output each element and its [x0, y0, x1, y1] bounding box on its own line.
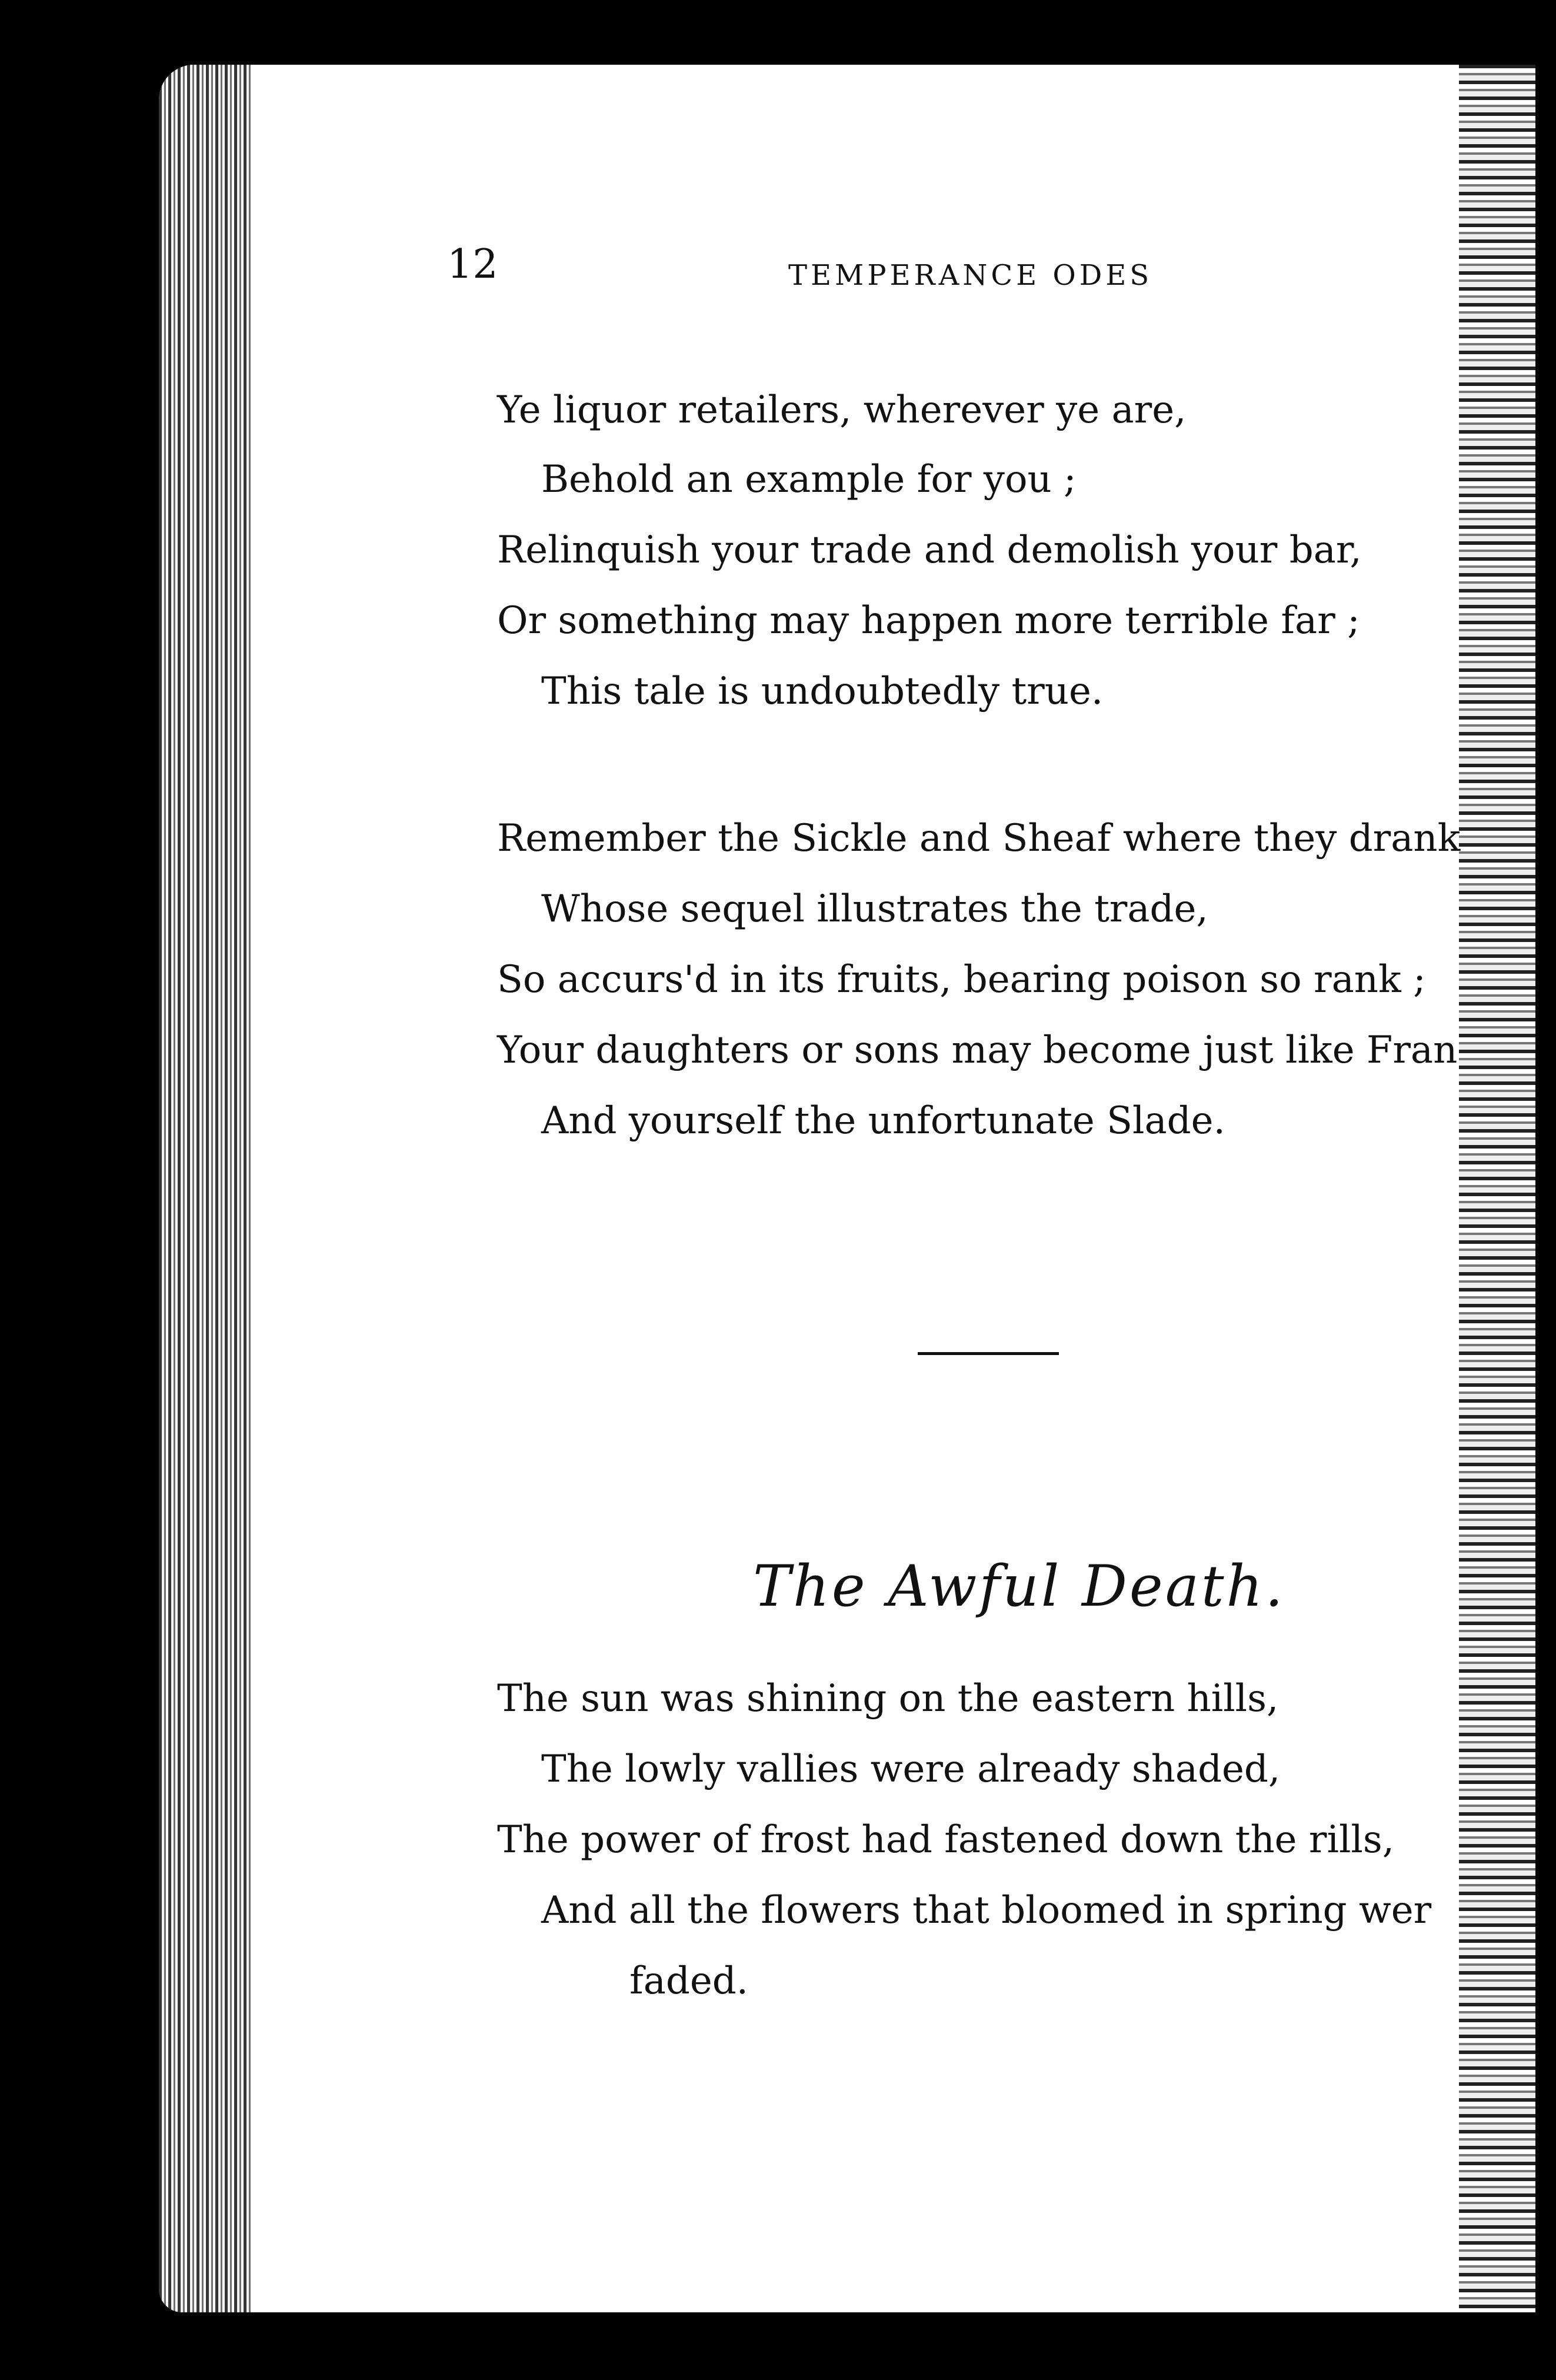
verse-line: The lowly vallies were already shaded, [541, 1747, 1281, 1791]
verse-line: Remember the Sickle and Sheaf where they drank [497, 817, 1461, 860]
verse-line: Ye liquor retailers, wherever ye are, [497, 388, 1187, 432]
verse-line: The sun was shining on the eastern hills, [497, 1677, 1279, 1720]
verse-line: Whose sequel illustrates the trade, [541, 887, 1208, 931]
verse-line: The power of frost had fastened down the rills, [497, 1818, 1395, 1862]
verse-line: Relinquish your trade and demolish your bar, [497, 528, 1362, 572]
verse-line: Behold an example for you ; [541, 458, 1077, 501]
verse-line: And yourself the unfortunate Slade. [541, 1099, 1225, 1143]
section-divider [918, 1352, 1059, 1355]
verse-line: Or something may happen more terrible far ; [497, 599, 1360, 643]
verse-line: faded. [629, 1959, 748, 2003]
facing-page-edge [1459, 65, 1535, 2312]
page-number: 12 [447, 241, 498, 288]
poem-title: The Awful Death. [753, 1553, 1285, 1619]
verse-line: And all the flowers that bloomed in spring wer [541, 1889, 1432, 1932]
verse-line: So accurs'd in its fruits, bearing poison so rank ; [497, 958, 1426, 1001]
running-title: TEMPERANCE ODES [788, 259, 1153, 292]
page-gutter-shadow [159, 65, 253, 2312]
verse-line: This tale is undoubtedly true. [541, 670, 1104, 713]
verse-line: Your daughters or sons may become just like Fran [497, 1028, 1458, 1072]
book-page [159, 65, 1535, 2312]
